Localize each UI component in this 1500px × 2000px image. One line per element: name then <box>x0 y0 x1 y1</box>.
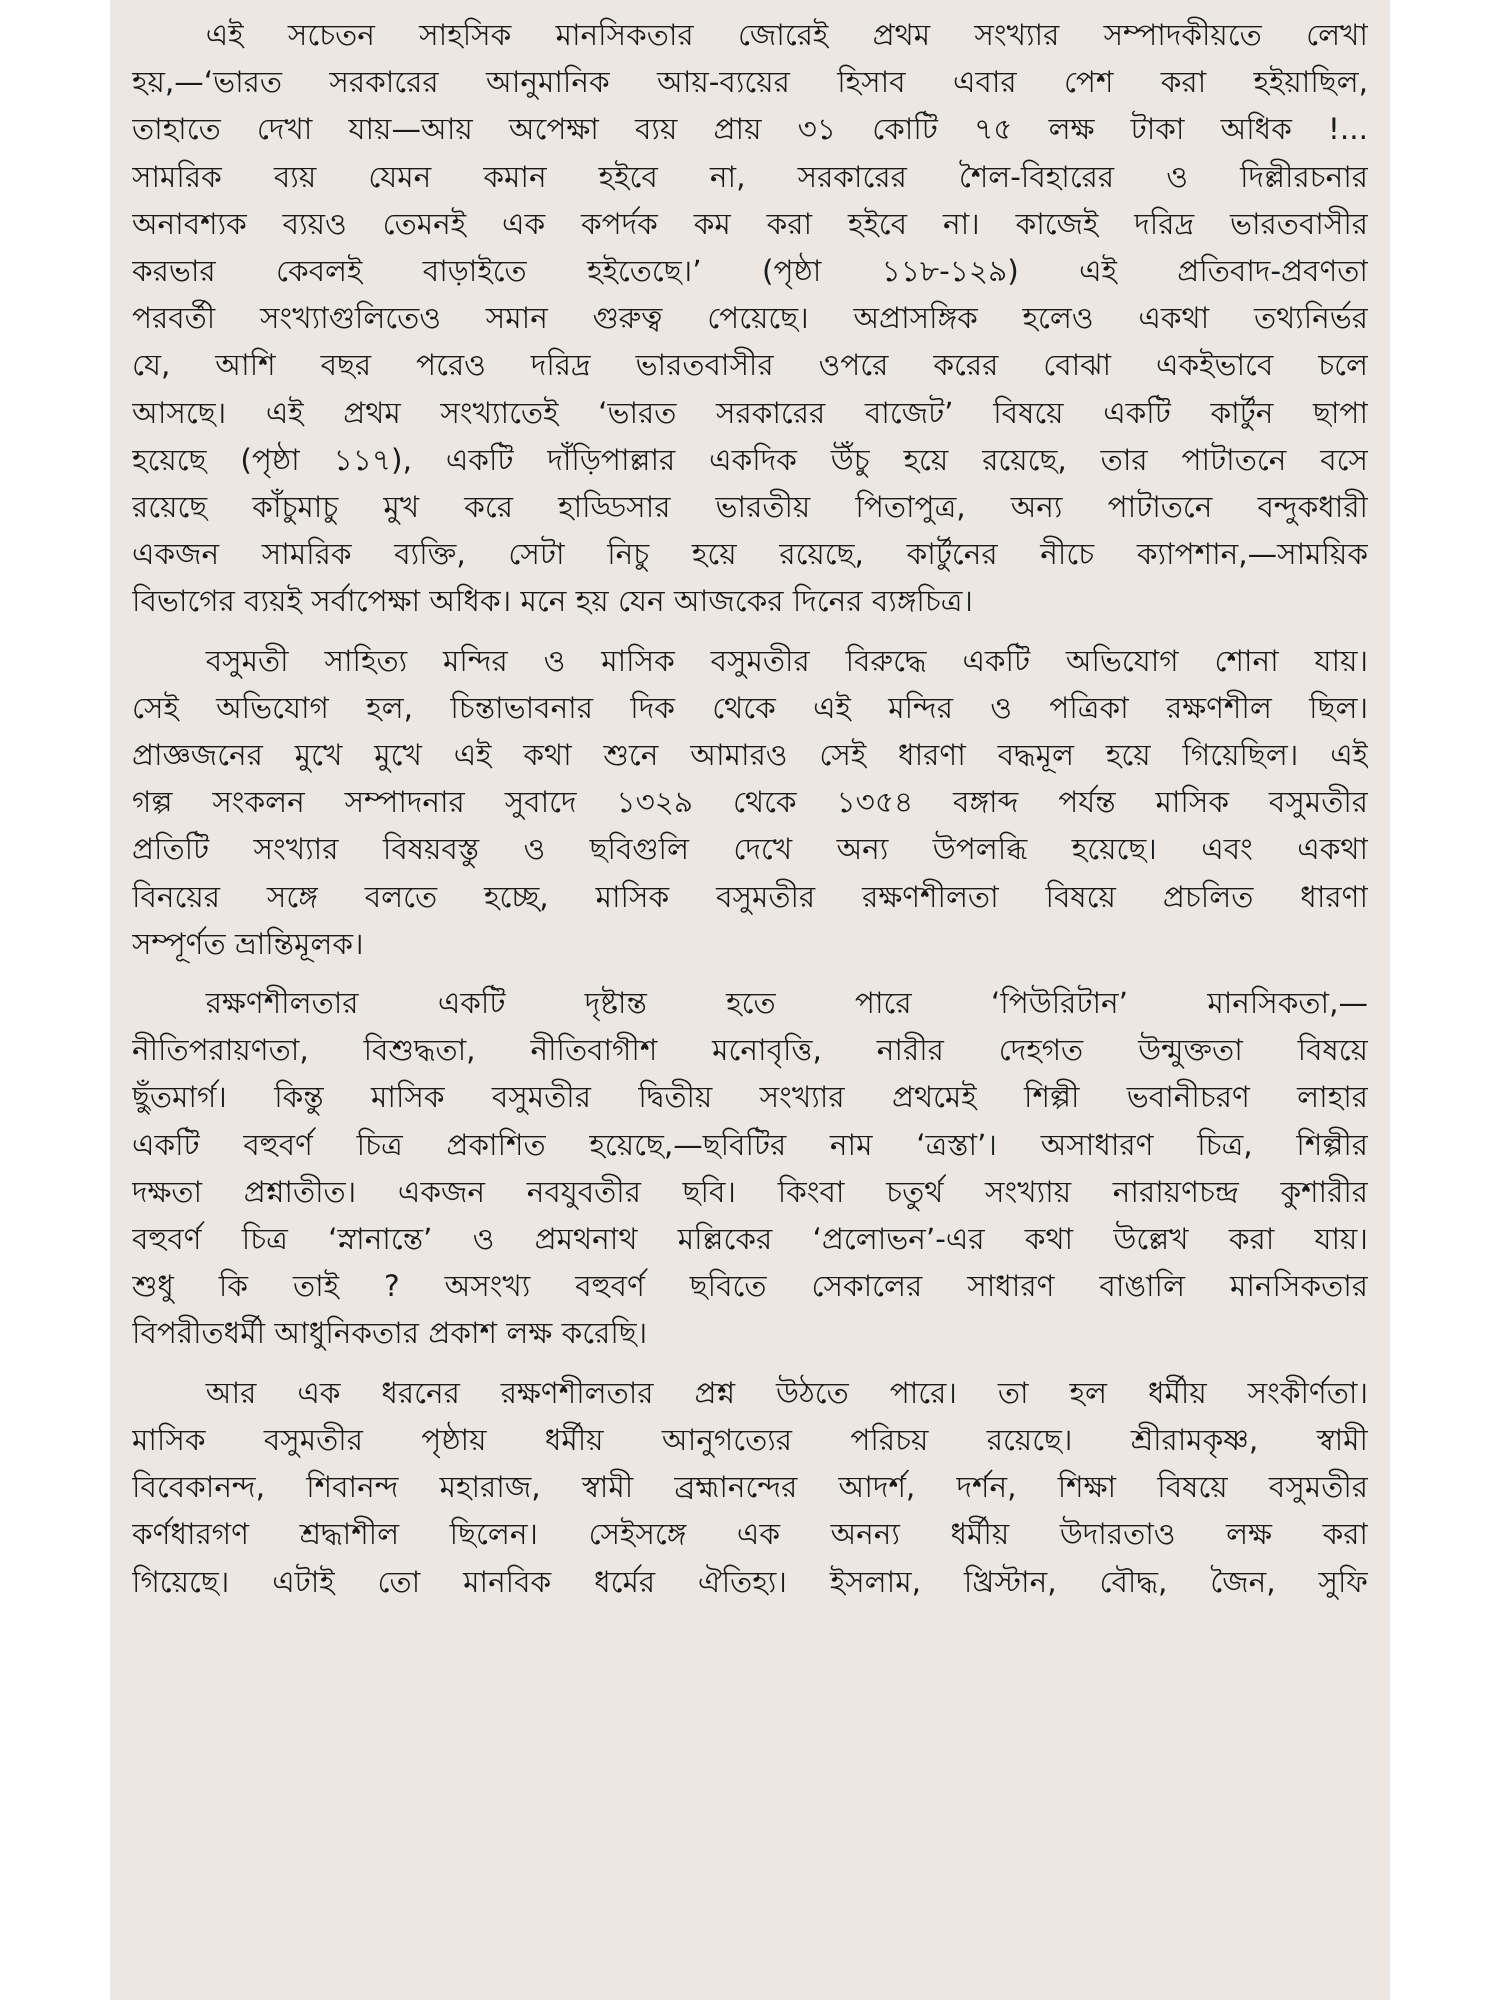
text-line: বিভাগের ব্যয়ই সর্বাপেক্ষা অধিক। মনে হয় যেন আজকের দিনের ব্যঙ্গচিত্র। <box>132 584 973 619</box>
text-line: শুধু কি তাই ? অসংখ্য বহুবর্ণ ছবিতে সেকালের সাধারণ বাঙালি মানসিকতার <box>132 1269 1368 1304</box>
text-line: পরবর্তী সংখ্যাগুলিতেও সমান গুরুত্ব পেয়েছে। অপ্রাসঙ্গিক হলেও একথা তথ্যনির্ভর <box>132 301 1368 336</box>
text-line: আসছে। এই প্রথম সংখ্যাতেই ‘ভারত সরকারের বাজেট’ বিষয়ে একটি কার্টুন ছাপা <box>132 395 1368 430</box>
text-line: প্রতিটি সংখ্যার বিষয়বস্তু ও ছবিগুলি দেখে অন্য উপলব্ধি হয়েছে। এবং একথা <box>132 832 1368 867</box>
text-line: করভার কেবলই বাড়াইতে হইতেছে।’ (পৃষ্ঠা ১১৮-১২৯) এই প্রতিবাদ-প্রবণতা <box>132 254 1368 289</box>
text-line: তাহাতে দেখা যায়—আয় অপেক্ষা ব্যয় প্রায় ৩১ কোটি ৭৫ লক্ষ টাকা অধিক !... <box>132 112 1368 147</box>
body-text <box>132 12 1368 1618</box>
text-line: হয়েছে (পৃষ্ঠা ১১৭), একটি দাঁড়িপাল্লার একদিক উঁচু হয়ে রয়েছে, তার পাটাতনে বসে <box>132 442 1368 477</box>
text-line: সামরিক ব্যয় যেমন কমান হইবে না, সরকারের শৈল-বিহারের ও দিল্লীরচনার <box>132 159 1368 194</box>
text-line: একটি বহুবর্ণ চিত্র প্রকাশিত হয়েছে,—ছবিটির নাম ‘ত্রস্তা’। অসাধারণ চিত্র, শিল্পীর <box>132 1127 1368 1162</box>
text-line: যে, আশি বছর পরেও দরিদ্র ভারতবাসীর ওপরে করের বোঝা একইভাবে চলে <box>132 348 1368 383</box>
text-line: বসুমতী সাহিত্য মন্দির ও মাসিক বসুমতীর বিরুদ্ধে একটি অভিযোগ শোনা যায়। <box>205 643 1368 678</box>
text-line: হয়,—‘ভারত সরকারের আনুমানিক আয়-ব্যয়ের হিসাব এবার পেশ করা হইয়াছিল, <box>132 65 1368 100</box>
text-line: বিপরীতধর্মী আধুনিকতার প্রকাশ লক্ষ করেছি। <box>132 1316 648 1351</box>
text-line: সেই অভিযোগ হল, চিন্তাভাবনার দিক থেকে এই মন্দির ও পত্রিকা রক্ষণশীল ছিল। <box>132 690 1368 725</box>
text-line: রয়েছে কাঁচুমাচু মুখ করে হাড্ডিসার ভারতীয় পিতাপুত্র, অন্য পাটাতনে বন্দুকধারী <box>132 490 1368 525</box>
text-line: বিবেকানন্দ, শিবানন্দ মহারাজ, স্বামী ব্রহ্মানন্দের আদর্শ, দর্শন, শিক্ষা বিষয়ে বসুমতীর <box>132 1470 1368 1505</box>
text-line: আর এক ধরনের রক্ষণশীলতার প্রশ্ন উঠতে পারে। তা হল ধর্মীয় সংকীর্ণতা। <box>205 1375 1368 1410</box>
text-line: গল্প সংকলন সম্পাদনার সুবাদে ১৩২৯ থেকে ১৩৫৪ বঙ্গাব্দ পর্যন্ত মাসিক বসুমতীর <box>132 785 1368 820</box>
scanned-book-page <box>110 0 1390 2000</box>
paragraph-2 <box>132 638 1368 968</box>
text-line: কর্ণধারগণ শ্রদ্ধাশীল ছিলেন। সেইসঙ্গে এক অনন্য ধর্মীয় উদারতাও লক্ষ করা <box>132 1517 1368 1552</box>
text-line: অনাবশ্যক ব্যয়ও তেমনই এক কপর্দক কম করা হইবে না। কাজেই দরিদ্র ভারতবাসীর <box>132 206 1368 241</box>
paragraph-4 <box>132 1370 1368 1606</box>
text-line: রক্ষণশীলতার একটি দৃষ্টান্ত হতে পারে ‘পিউরিটান’ মানসিকতা,— <box>205 986 1368 1021</box>
text-line: একজন সামরিক ব্যক্তি, সেটা নিচু হয়ে রয়েছে, কার্টুনের নীচে ক্যাপশান,—সাময়িক <box>132 537 1368 572</box>
paragraph-1 <box>132 12 1368 626</box>
text-line: প্রাজ্ঞজনের মুখে মুখে এই কথা শুনে আমারও সেই ধারণা বদ্ধমূল হয়ে গিয়েছিল। এই <box>132 738 1368 773</box>
paragraph-3 <box>132 980 1368 1358</box>
text-line: ছুঁতমার্গ। কিন্তু মাসিক বসুমতীর দ্বিতীয় সংখ্যার প্রথমেই শিল্পী ভবানীচরণ লাহার <box>132 1080 1368 1115</box>
text-line: নীতিপরায়ণতা, বিশুদ্ধতা, নীতিবাগীশ মনোবৃত্তি, নারীর দেহগত উন্মুক্ততা বিষয়ে <box>132 1033 1368 1068</box>
text-line: গিয়েছে। এটাই তো মানবিক ধর্মের ঐতিহ্য। ইসলাম, খ্রিস্টান, বৌদ্ধ, জৈন, সুফি <box>132 1564 1368 1599</box>
text-line: এই সচেতন সাহসিক মানসিকতার জোরেই প্রথম সংখ্যার সম্পাদকীয়তে লেখা <box>205 18 1368 52</box>
text-line: দক্ষতা প্রশ্নাতীত। একজন নবযুবতীর ছবি। কিংবা চতুর্থ সংখ্যায় নারায়ণচন্দ্র কুশারীর <box>132 1174 1368 1209</box>
text-line: বিনয়ের সঙ্গে বলতে হচ্ছে, মাসিক বসুমতীর রক্ষণশীলতা বিষয়ে প্রচলিত ধারণা <box>132 879 1368 914</box>
text-line: মাসিক বসুমতীর পৃষ্ঠায় ধর্মীয় আনুগত্যের পরিচয় রয়েছে। শ্রীরামকৃষ্ণ, স্বামী <box>132 1422 1368 1457</box>
text-line: বহুবর্ণ চিত্র ‘স্নানান্তে’ ও প্রমথনাথ মল্লিকের ‘প্রলোভন’-এর কথা উল্লেখ করা যায়। <box>132 1222 1368 1257</box>
text-line: সম্পূর্ণত ভ্রান্তিমূলক। <box>132 926 364 961</box>
